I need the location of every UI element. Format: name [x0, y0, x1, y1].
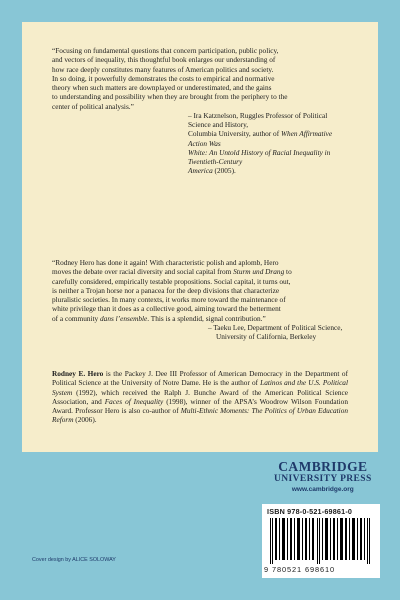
quote-body	[52, 258, 348, 323]
quote-line: carefully considered, empirically testable propositions. Social capital, it turns out,	[52, 276, 291, 286]
book-title: America	[188, 166, 213, 176]
bio-text: (1998), winner of the APSA’s Woodrow Wilson Foundation Award. Professor Hero is also co-author of	[52, 396, 348, 415]
attribution-line: University of California, Berkeley	[216, 332, 317, 341]
quote-attribution	[52, 323, 348, 342]
barcode-digits: 9 780521 698610	[264, 565, 336, 574]
quote-line: center of political analysis.”	[52, 101, 134, 111]
barcode-box	[262, 504, 380, 578]
quote-attribution	[52, 111, 348, 176]
attribution-line: – Ira Katznelson, Ruggles Professor of Political Science and History,	[188, 110, 328, 129]
quote-italic: dans l’ensemble	[100, 313, 148, 323]
quote-line	[52, 267, 348, 276]
book-title: Faces of Inequality	[104, 396, 164, 406]
cover-design-credit: Cover design by ALICE SOLOWAY	[32, 557, 116, 563]
quote-text: of a community	[52, 313, 101, 323]
attribution-line: America (2005).	[188, 166, 236, 176]
quote-line: theory when such matters are downplayed or underestimated, and the gains	[52, 83, 272, 92]
endorsement-quote-katznelson	[52, 46, 348, 176]
author-name: Rodney E. Hero	[52, 369, 104, 378]
attribution-text: Columbia University, author of	[188, 129, 281, 139]
quote-italic: Sturm und Drang	[233, 267, 285, 277]
book-title: Latinos and the U.S. Political System	[52, 378, 348, 397]
bio-text: (2006).	[73, 415, 97, 425]
book-title: White: An Untold History of Racial Inequality in Twentieth-Century	[188, 147, 331, 166]
barcode-icon	[270, 518, 370, 564]
endorsement-quote-lee	[52, 258, 348, 341]
quote-text: . This is a splendid, signal contribution.”	[147, 313, 266, 323]
quote-line: pluralistic societies. In many contexts, it works more toward the maintenance of	[52, 295, 286, 304]
quote-line: and vectors of inequality, this thoughtful book enlarges our understanding of	[52, 55, 276, 65]
publisher-subtitle: UNIVERSITY PRESS	[274, 474, 372, 484]
publisher-url: www.cambridge.org	[291, 486, 354, 493]
attribution-line	[188, 148, 348, 167]
publisher-name: CAMBRIDGE	[278, 459, 368, 474]
bio-text: is the Packey J. Dee III Professor of American Democracy in the Department of Political Science at the University of Notre Dame. He is the author of	[52, 369, 348, 388]
bio-text: (1992), which received the Ralph J. Bunche Award of the American Political Science Association, and	[52, 387, 348, 406]
quote-body	[52, 46, 348, 111]
attribution-line	[188, 129, 348, 148]
book-title: When Affirmative Action Was	[188, 129, 333, 148]
isbn-label: ISBN 978-0-521-69861-0	[267, 507, 353, 516]
quote-line: white privilege than it does as a collective good, aiming toward the betterment	[52, 304, 281, 314]
quote-line: “Focusing on fundamental questions that concern participation, public policy,	[52, 46, 279, 55]
quote-line: In so doing, it powerfully demonstrates the costs to empirical and normative	[52, 73, 275, 83]
quote-line: “Rodney Hero has done it again! With characteristic polish and aplomb, Hero	[52, 258, 279, 267]
author-bio	[52, 369, 348, 425]
publisher-logo	[274, 460, 372, 494]
text-panel	[22, 22, 378, 452]
quote-line: to understanding and possibility when they are brought from the periphery to the	[52, 92, 288, 102]
quote-line	[52, 314, 348, 323]
quote-line: is neither a Trojan horse nor a panacea for the deep divisions that characterize	[52, 285, 280, 295]
attribution-line: – Taeku Lee, Department of Political Science,	[208, 322, 343, 332]
quote-text: moves the debate over racial diversity and social capital from	[52, 267, 234, 277]
book-title: Multi-Ethnic Moments: The Politics of Urban Education Reform	[52, 406, 348, 425]
quote-text: to	[284, 267, 292, 277]
quote-line: how race deeply constitutes many features of American politics and society.	[52, 64, 274, 74]
